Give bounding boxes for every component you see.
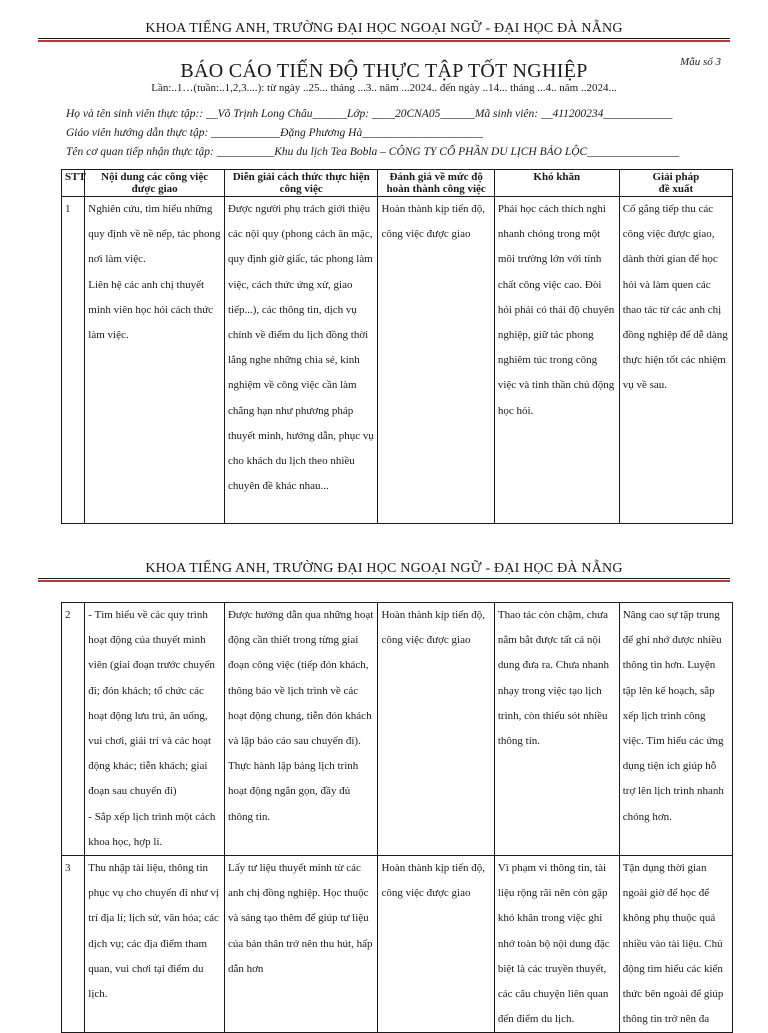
report-period: Lần:..1…(tuần:..1,2,3....): từ ngày ..25... tháng ...3.. năm ...2024.. đến ngày ..14... tháng ...4.. năm ..2024...: [151, 82, 617, 94]
row-difficulty: Vì phạm vi thông tin, tài liệu rộng rãi nên còn gặp khó khăn trong việc ghi nhớ toàn bộ nội dung đặc biệt là các truyền thuyết, các câu chuyện liên quan đến điểm du lịch.: [494, 856, 619, 1033]
row-evaluation: Hoàn thành kịp tiến độ, công việc được giao: [378, 856, 494, 1033]
institution-header: KHOA TIẾNG ANH, TRƯỜNG ĐẠI HỌC NGOẠI NGỮ - ĐẠI HỌC ĐÀ NẴNG: [145, 21, 623, 36]
supervisor-info: Giáo viên hướng dẫn thực tập: ____________Đặng Phương Hà_____________________: [66, 127, 483, 139]
row-content: Nghiên cứu, tìm hiểu những quy định về nề nếp, tác phong nơi làm việc. Liên hệ các anh chị thuyết minh viên học hỏi cách thức làm việc.: [85, 197, 225, 524]
table-header-row: [62, 170, 733, 197]
header-difficulty: Khó khăn: [494, 170, 619, 197]
table-row: [62, 197, 733, 524]
header-method: Diễn giải cách thức thực hiện công việc: [224, 170, 377, 197]
row-solution: Nâng cao sự tập trung để ghi nhớ được nhiều thông tin hơn. Luyện tập lên kế hoạch, sắp xếp lịch trình công việc. Tìm hiểu các ứng dụng tiện ích giúp hỗ trợ lên lịch trình nhanh chóng hơn.: [619, 603, 732, 856]
header-divider: [38, 38, 730, 43]
report-title: BÁO CÁO TIẾN ĐỘ THỰC TẬP TỐT NGHIỆP: [180, 60, 588, 82]
form-number: Mẫu số 3: [680, 56, 721, 68]
row-evaluation: Hoàn thành kịp tiến độ, công việc được giao: [378, 603, 494, 856]
row-difficulty: Phải học cách thích nghi nhanh chóng trong một môi trường lớn với tính chất công việc cao. Đòi hỏi phải có thái độ chuyên nghiệp, giữ tác phong nghiêm túc trong công việc và tinh thần chủ động học hỏi.: [494, 197, 619, 524]
table-row: [62, 603, 733, 856]
row-difficulty: Thao tác còn chậm, chưa nắm bắt được tất cả nội dung đưa ra. Chưa nhanh nhạy trong việc tạo lịch trình, còn thiếu sót nhiều thông tin.: [494, 603, 619, 856]
row-solution: Tận dụng thời gian ngoài giờ để học để không phụ thuộc quá nhiều vào tài liệu. Chủ động tìm hiểu các kiến thức bên ngoài để giúp thông tin trở nên đa: [619, 856, 732, 1033]
progress-table: [61, 169, 733, 524]
row-method: Được hướng dẫn qua những hoạt động cần thiết trong từng giai đoạn công việc (tiếp đón khách, thông báo về lịch trình về các hoạt động chung, tiễn đón khách và lập báo cáo sau chuyến đi). Thực hành lập bảng lịch trình hoạt động ngắn gọn, đầy đủ thông tin.: [224, 603, 377, 856]
header-divider: [38, 578, 730, 583]
row-stt: 1: [62, 197, 85, 524]
table-row: [62, 856, 733, 1033]
header-stt: STT: [62, 170, 85, 197]
row-stt: 2: [62, 603, 85, 856]
row-method: Lấy tư liệu thuyết minh từ các anh chị đồng nghiệp. Học thuộc và sáng tạo thêm để giúp tư liệu của bản thân trở nên thu hút, hấp dẫn hơn: [224, 856, 377, 1033]
header-tasks: Nội dung các công việc được giao: [85, 170, 225, 197]
row-content: - Tìm hiểu về các quy trình hoạt động của thuyết minh viên (giai đoạn trước chuyến đi; đón khách; tổ chức các hoạt động lưu trú, ăn uống, vui chơi, giải trí và các hoạt động khác; tiễn khách; giai đoạn sau chuyến đi) - Sắp xếp lịch trình một cách khoa học, hợp lí.: [85, 603, 225, 856]
header-solution: Giải pháp đề xuất: [619, 170, 732, 197]
row-evaluation: Hoàn thành kịp tiến độ, công việc được giao: [378, 197, 494, 524]
header-evaluation: Đánh giá về mức độ hoàn thành công việc: [378, 170, 494, 197]
progress-table-continued: [61, 602, 733, 1033]
row-solution: Cố gắng tiếp thu các công việc được giao, dành thời gian để học hỏi và làm quen các thao tác từ các anh chị đồng nghiệp để dễ dàng thực hiện tốt các nhiệm vụ về sau.: [619, 197, 732, 524]
student-info: Họ và tên sinh viên thực tập:: __Võ Trịnh Long Châu______Lớp: ____20CNA05______Mã sinh viên: __411200234____________: [66, 108, 673, 120]
institution-header: KHOA TIẾNG ANH, TRƯỜNG ĐẠI HỌC NGOẠI NGỮ - ĐẠI HỌC ĐÀ NẴNG: [145, 561, 623, 576]
row-content: Thu nhập tài liệu, thông tin phục vụ cho chuyến đi như vị trí địa lí; lịch sử, văn hóa; các dịch vụ; các địa điểm tham quan, vui chơi tại điểm du lịch.: [85, 856, 225, 1033]
row-method: Được người phụ trách giới thiệu các nội quy (phong cách ăn mặc, quy định giờ giấc, tác phong làm việc, cách thức ứng xử, giao tiếp...), các thông tin, dịch vụ chính về điểm du lịch đồng thời lắng nghe những chia sẻ, kinh nghiệm về công việc cần làm chẳng hạn như phương pháp thuyết minh, hướng dẫn, phục vụ cho khách du lịch theo nhiều chuyên đề khác nhau...: [224, 197, 377, 524]
host-organization-info: Tên cơ quan tiếp nhận thực tập: __________Khu du lịch Tea Bobla – CÔNG TY CỔ PHẦN DU LỊCH BẢO LỘC________________: [66, 146, 680, 158]
row-stt: 3: [62, 856, 85, 1033]
